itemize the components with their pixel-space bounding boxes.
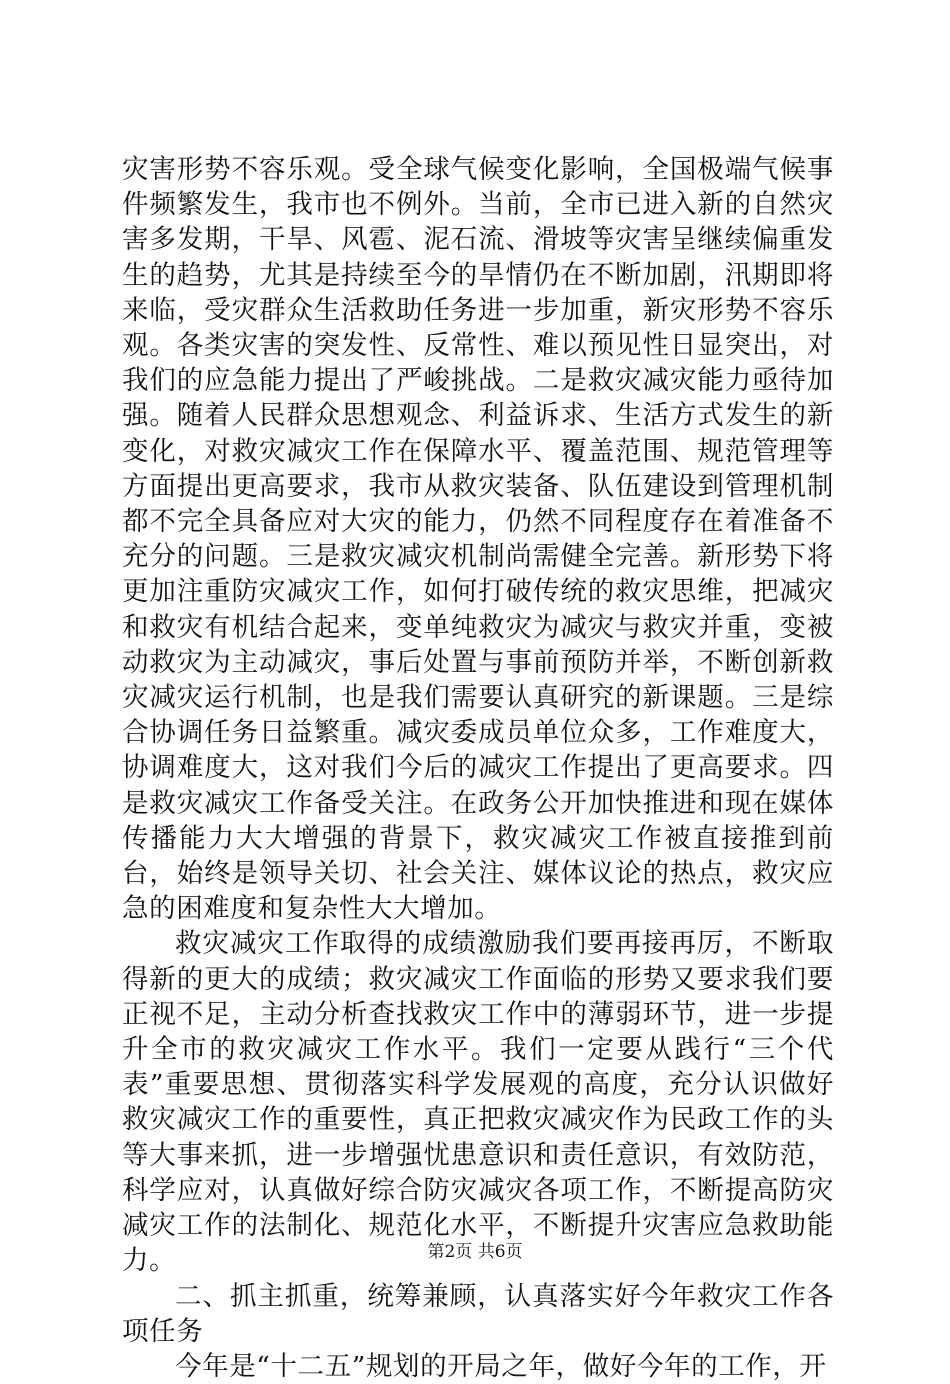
page-number-footer: 第2页 共6页	[427, 1242, 523, 1262]
document-body	[122, 152, 834, 1384]
paragraph-2: 救灾减灾工作取得的成绩激励我们要再接再厉，不断取得新的更大的成绩；救灾减灾工作面临的形势又要求我们要正视不足，主动分析查找救灾工作中的薄弱环节，进一步提升全市的救灾减灾工作水平。我们一定要从践行“三个代表”重要思想、贯彻落实科学发展观的高度，充分认识做好救灾减灾工作的重要性，真正把救灾减灾作为民政工作的头等大事来抓，进一步增强忧患意识和责任意识，有效防范，科学应对，认真做好综合防灾减灾各项工作，不断提高防灾减灾工作的法制化、规范化水平，不断提升灾害应急救助能力。	[122, 928, 834, 1277]
section-heading-2: 二、抓主抓重，统筹兼顾，认真落实好今年救灾工作各项任务	[122, 1280, 834, 1347]
paragraph-1: 灾害形势不容乐观。受全球气候变化影响，全国极端气候事件频繁发生，我市也不例外。当前，全市已进入新的自然灾害多发期，干旱、风雹、泥石流、滑坡等灾害呈继续偏重发生的趋势，尤其是持续至今的旱情仍在不断加剧，汛期即将来临，受灾群众生活救助任务进一步加重，新灾形势不容乐观。各类灾害的突发性、反常性、难以预见性日显突出，对我们的应急能力提出了严峻挑战。二是救灾减灾能力亟待加强。随着人民群众思想观念、利益诉求、生活方式发生的新变化，对救灾减灾工作在保障水平、覆盖范围、规范管理等方面提出更高要求，我市从救灾装备、队伍建设到管理机制都不完全具备应对大灾的能力，仍然不同程度存在着准备不充分的问题。三是救灾减灾机制尚需健全完善。新形势下将更加注重防灾减灾工作，如何打破传统的救灾思维，把减灾和救灾有机结合起来，变单纯救灾为减灾与救灾并重，变被动救灾为主动减灾，事后处置与事前预防并举，不断创新救灾减灾运行机制，也是我们需要认真研究的新课题。三是综合协调任务日益繁重。减灾委成员单位众多，工作难度大，协调难度大，这对我们今后的减灾工作提出了更高要求。四是救灾减灾工作备受关注。在政务公开加快推进和现在媒体传播能力大大增强的背景下，救灾减灾工作被直接推到前台，始终是领导关切、社会关注、媒体议论的热点，救灾应急的困难度和复杂性大大增加。	[122, 154, 834, 925]
paragraph-3: 今年是“十二五”规划的开局之年，做好今年的工作，开	[175, 1350, 827, 1382]
